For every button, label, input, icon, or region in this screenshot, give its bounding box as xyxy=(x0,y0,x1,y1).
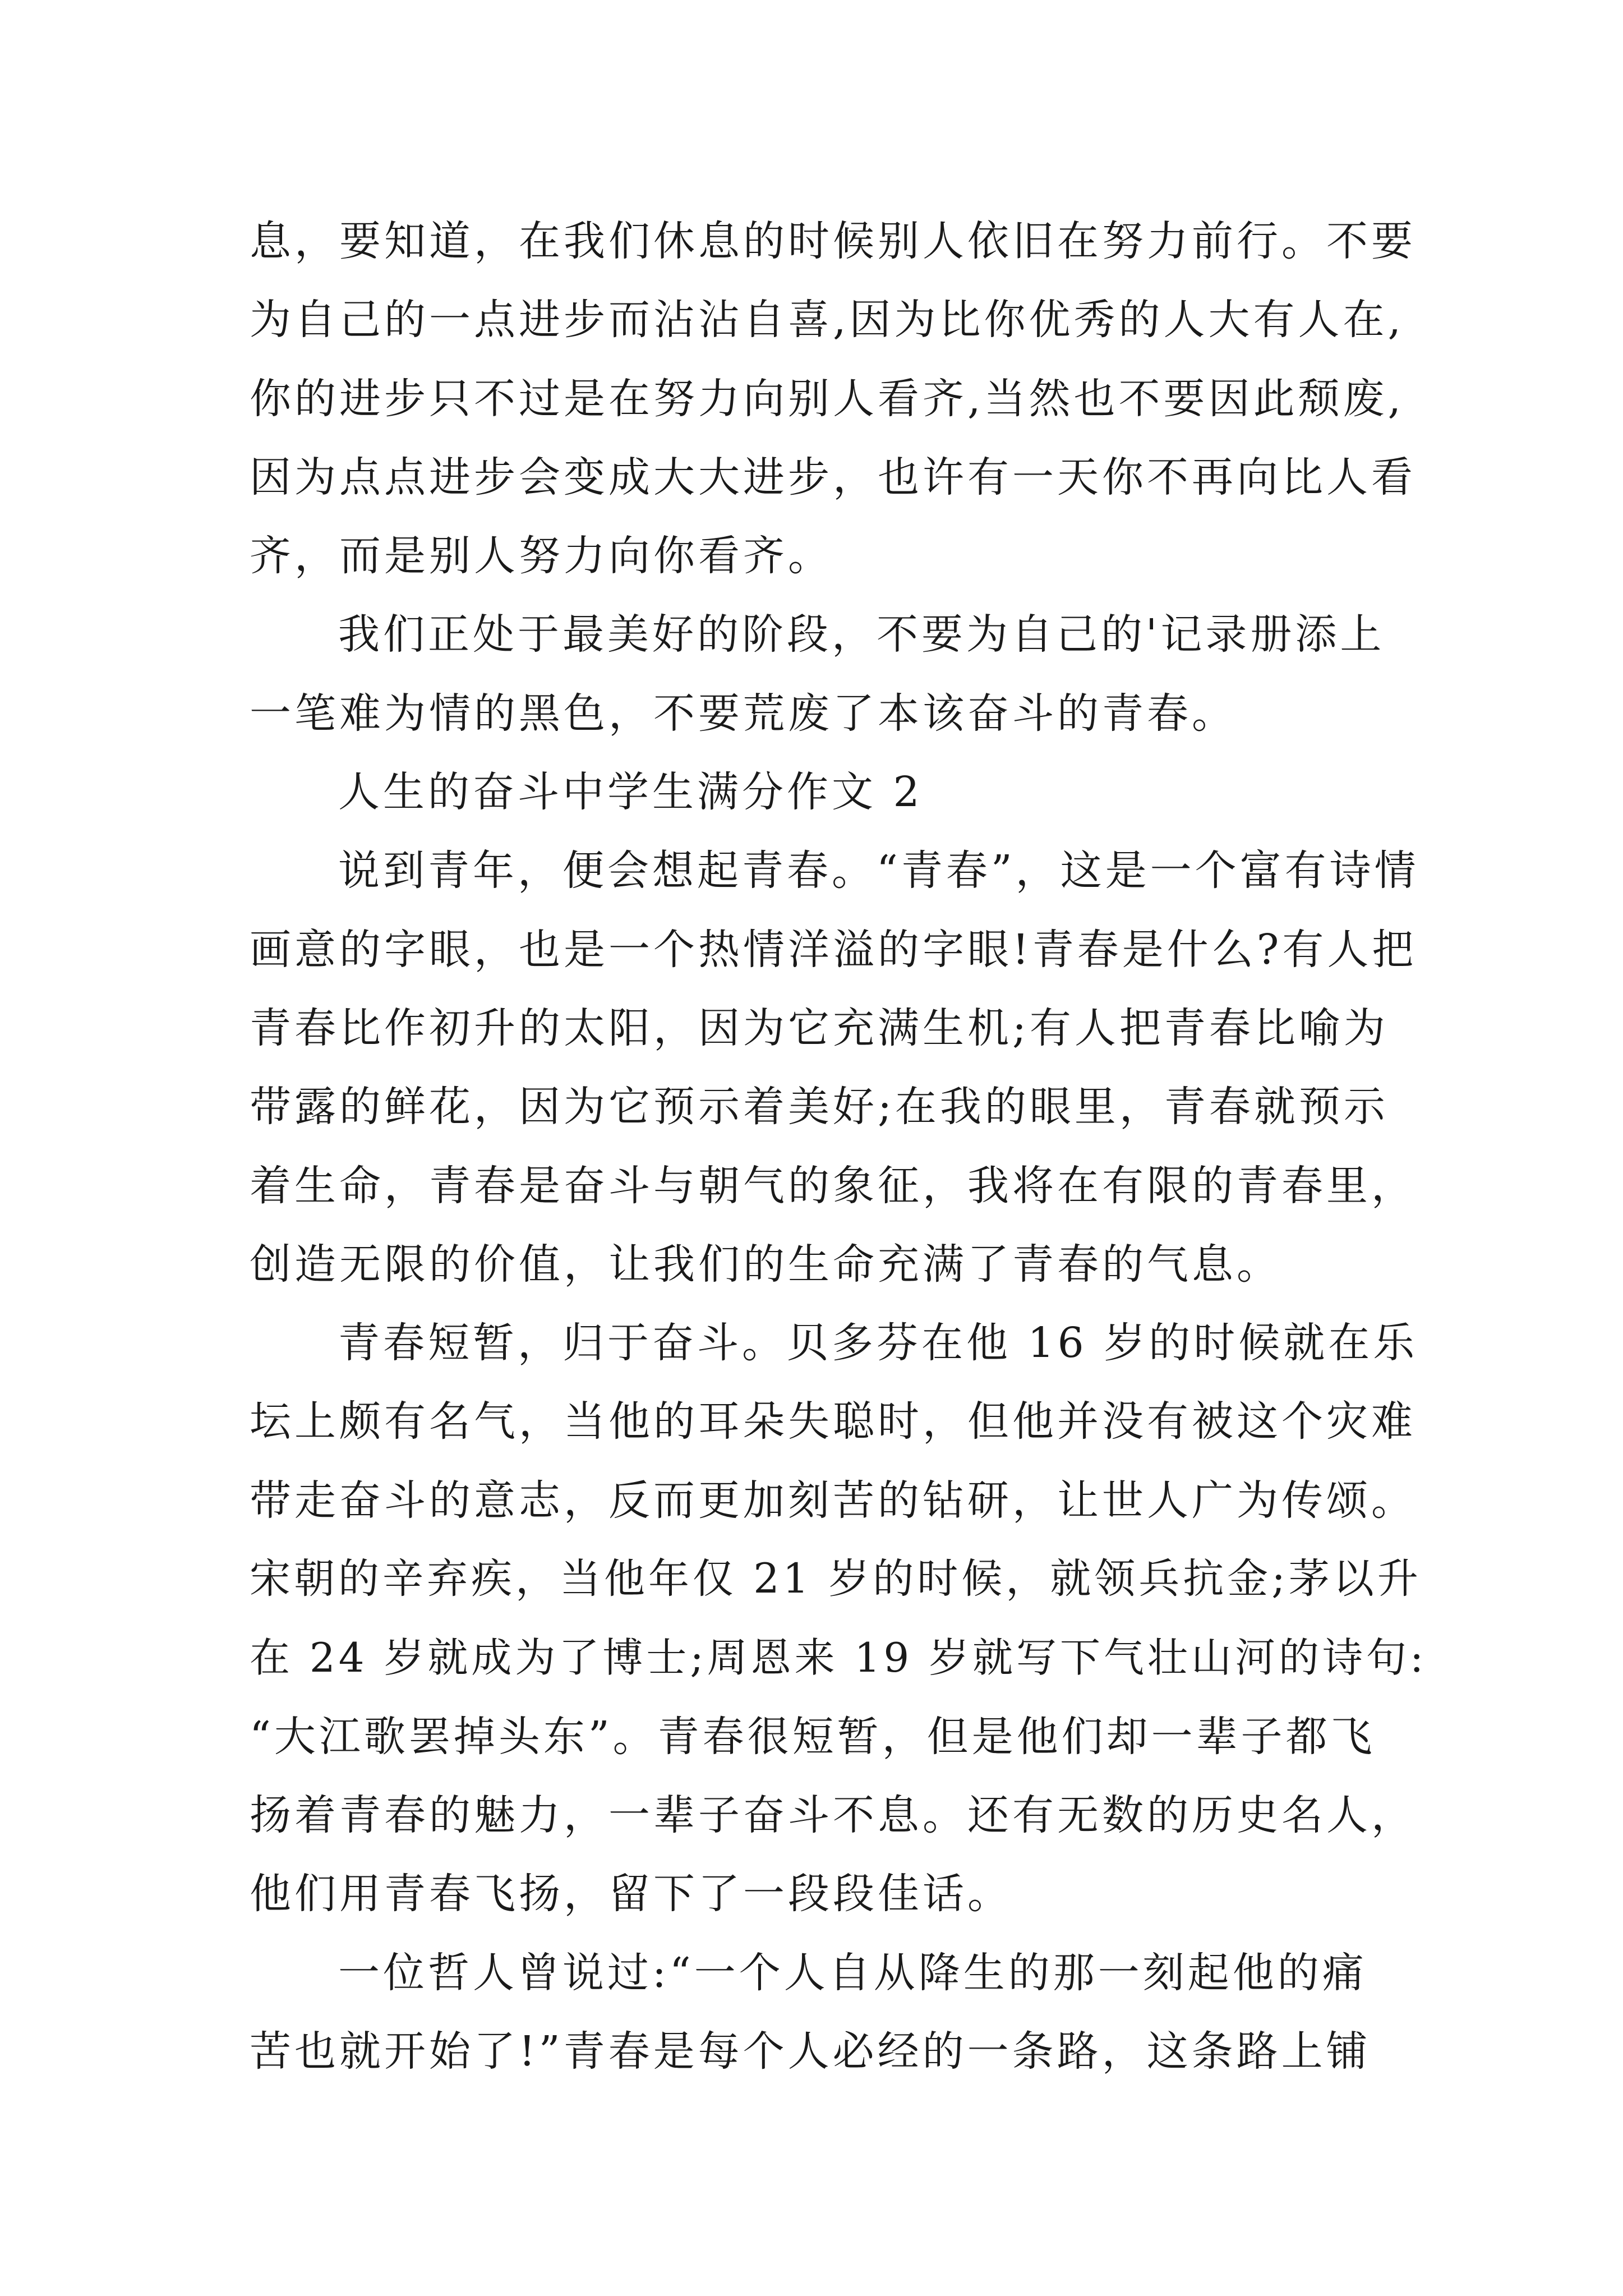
text-line: 一位哲人曾说过:“一个人自从降生的那一刻起他的痛 xyxy=(338,1948,1367,1997)
text-line: 他们用青春飞扬，留下了一段段佳话。 xyxy=(250,1870,1012,1918)
text-line: 画意的字眼，也是一个热情洋溢的字眼!青春是什么?有人把 xyxy=(250,925,1417,974)
text-line: 带走奋斗的意志，反而更加刻苦的钻研，让世人广为传颂。 xyxy=(250,1476,1416,1525)
text-line: “大江歌罢掉头东”。青春很短暂，但是他们却一辈子都飞 xyxy=(250,1712,1376,1761)
text-line: 息，要知道，在我们休息的时候别人依旧在努力前行。不要 xyxy=(250,217,1416,265)
text-line: 为自己的一点进步而沾沾自喜,因为比你优秀的人大有人在, xyxy=(250,296,1405,344)
text-line: 你的进步只不过是在努力向别人看齐,当然也不要因此颓废, xyxy=(250,374,1405,423)
text-line: 我们正处于最美好的阶段，不要为自己的'记录册添上 xyxy=(338,610,1385,659)
text-line: 创造无限的价值，让我们的生命充满了青春的气息。 xyxy=(250,1240,1281,1289)
text-line: 说到青年，便会想起青春。“青春”，这是一个富有诗情 xyxy=(338,846,1419,895)
text-line: 人生的奋斗中学生满分作文 2 xyxy=(338,768,923,817)
text-line: 带露的鲜花，因为它预示着美好;在我的眼里，青春就预示 xyxy=(250,1083,1389,1131)
article-body xyxy=(250,202,1427,2091)
text-line: 一笔难为情的黑色，不要荒废了本该奋斗的青春。 xyxy=(250,689,1237,738)
text-line: 坛上颇有名气，当他的耳朵失聪时，但他并没有被这个灾难 xyxy=(250,1397,1416,1446)
text-line: 因为点点进步会变成大大进步，也许有一天你不再向比人看 xyxy=(250,453,1416,501)
text-line: 宋朝的辛弃疾，当他年仅 21 岁的时候，就领兵抗金;茅以升 xyxy=(250,1555,1422,1603)
text-line: 在 24 岁就成为了博士;周恩来 19 岁就写下气壮山河的诗句: xyxy=(250,1634,1427,1682)
text-line: 齐，而是别人努力向你看齐。 xyxy=(250,532,833,581)
text-line: 青春比作初升的太阳，因为它充满生机;有人把青春比喻为 xyxy=(250,1004,1389,1052)
text-line: 青春短暂，归于奋斗。贝多芬在他 16 岁的时候就在乐 xyxy=(338,1319,1418,1368)
text-line: 苦也就开始了!”青春是每个人必经的一条路，这条路上铺 xyxy=(250,2027,1371,2076)
text-line: 着生命，青春是奋斗与朝气的象征，我将在有限的青春里， xyxy=(250,1161,1416,1210)
text-line: 扬着青春的魅力，一辈子奋斗不息。还有无数的历史名人， xyxy=(250,1791,1416,1839)
